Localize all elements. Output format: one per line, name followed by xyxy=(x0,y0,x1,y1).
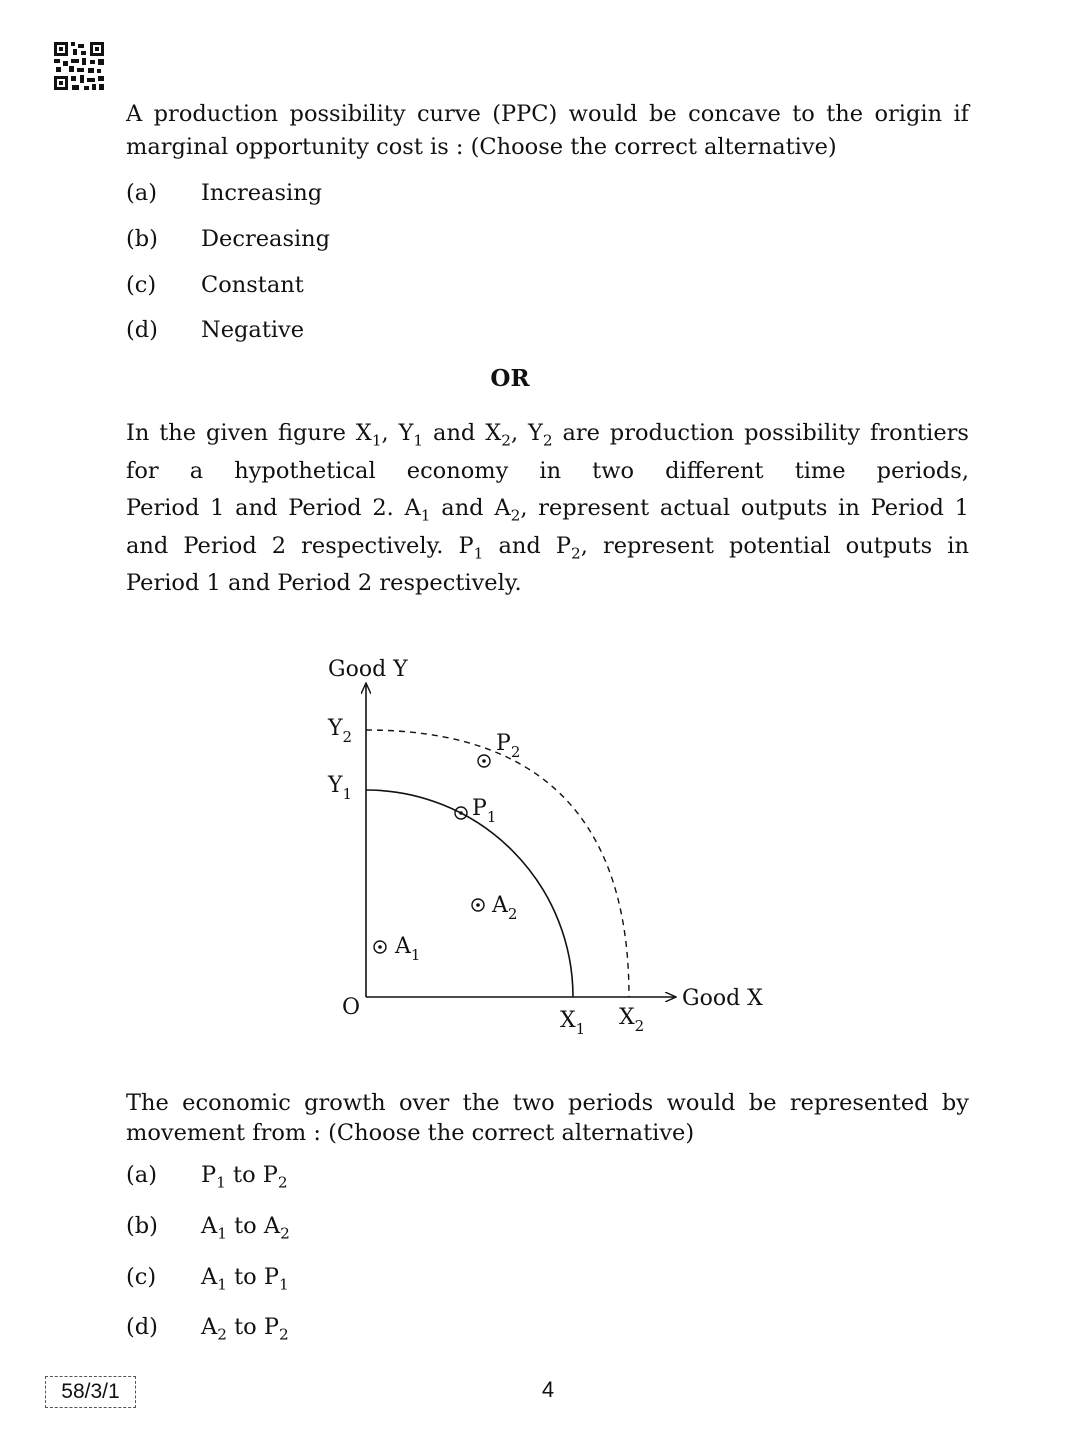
point-p1-label: $P_1$ xyxy=(472,796,497,826)
paper-code-box: 58/3/1 xyxy=(45,1376,136,1408)
point-a2-label: $A_2$ xyxy=(492,893,518,923)
question-2-line-4: and Period 2 respectively. $P_1$ and $P_2$, represent potential outputs in xyxy=(126,532,969,562)
question-3-line-1: The economic growth over the two periods would be represented by xyxy=(126,1090,969,1116)
question-2-line-3: Period 1 and Period 2. $A_1$ and $A_2$, represent actual outputs in Period 1 xyxy=(126,495,969,525)
option-d[interactable]: (d) Negative xyxy=(126,317,305,343)
ppc-curve-period-1 xyxy=(366,790,573,997)
y1-label: $Y_1$ xyxy=(328,773,353,803)
or-separator: OR xyxy=(490,365,530,392)
option-d[interactable]: (d) $A_2$ to $P_2$ xyxy=(126,1314,289,1344)
option-a[interactable]: (a) $P_1$ to $P_2$ xyxy=(126,1162,288,1192)
point-a1-marker xyxy=(374,941,386,953)
point-a1-label: $A_1$ xyxy=(395,934,421,964)
ppc-diagram xyxy=(300,640,800,1060)
question-2-text xyxy=(126,415,969,603)
point-a2-marker xyxy=(472,899,484,911)
point-p1-marker xyxy=(455,807,467,819)
x-axis-label: Good X xyxy=(682,986,763,1011)
y-axis-label: Good Y xyxy=(328,657,408,682)
question-2-line-5: Period 1 and Period 2 respectively. xyxy=(126,570,522,596)
option-c[interactable]: (c) $A_1$ to $P_1$ xyxy=(126,1264,289,1294)
question-1-line-1: A production possibility curve (PPC) would be concave to the origin if xyxy=(126,101,969,127)
question-1-line-2: marginal opportunity cost is : (Choose the correct alternative) xyxy=(126,134,837,160)
qr-code-icon xyxy=(54,42,104,90)
question-2-line-1: In the given figure $X_1$, $Y_1$ and $X_2$, $Y_2$ are production possibility frontiers xyxy=(126,420,969,450)
option-b[interactable]: (b) Decreasing xyxy=(126,226,331,252)
question-1-text xyxy=(126,98,969,164)
origin-label: O xyxy=(342,995,361,1020)
point-p2-marker xyxy=(478,755,490,767)
page-number: 4 xyxy=(541,1377,555,1402)
option-b[interactable]: (b) $A_1$ to $A_2$ xyxy=(126,1213,290,1243)
x2-label: $X_2$ xyxy=(619,1005,645,1035)
x1-label: $X_1$ xyxy=(560,1008,586,1038)
question-3-text xyxy=(126,1088,969,1148)
point-p2-label: $P_2$ xyxy=(496,731,521,761)
ppc-figure xyxy=(300,640,800,1060)
question-2-line-2: for a hypothetical economy in two different time periods, xyxy=(126,457,969,484)
y2-label: $Y_2$ xyxy=(328,716,353,746)
option-a[interactable]: (a) Increasing xyxy=(126,180,323,206)
option-c[interactable]: (c) Constant xyxy=(126,272,304,298)
question-3-line-2: movement from : (Choose the correct alternative) xyxy=(126,1120,695,1146)
